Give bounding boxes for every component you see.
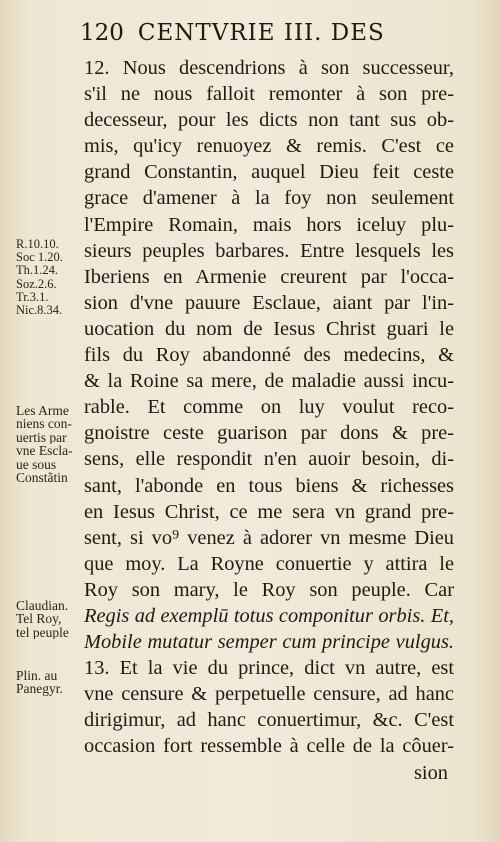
running-header	[80, 20, 410, 46]
text-line: grand Constantin, auquel Dieu feit ceste	[84, 161, 454, 184]
margin-line: niens con-	[16, 417, 72, 431]
latin-quote-line: Regis ad exemplū totus componitur orbis. Et,	[84, 604, 454, 627]
catchword: sion	[414, 761, 448, 784]
margin-line: Th.1.24.	[16, 264, 59, 278]
text-line: & la Roine sa mere, de maladie aussi incu-	[84, 370, 454, 393]
margin-line: Constãtin	[16, 471, 68, 485]
text-line: s'il ne nous falloit remonter à son pre-	[84, 83, 454, 106]
text-line: l'Empire Romain, mais hors iceluy plu-	[84, 213, 454, 236]
latin-quote-line: Mobile mutatur semper cum principe vulgus.	[84, 631, 454, 654]
text-line: grace d'amener à la foy non seulement	[84, 187, 454, 210]
text-line: sant, l'abonde en tous biens & richesses	[84, 474, 454, 497]
page-number: 120	[80, 20, 124, 46]
text-line: decesseur, pour les dicts non tant sus ob-	[84, 109, 454, 132]
margin-line: uertis par	[16, 430, 67, 445]
margin-line: Panegyr.	[16, 682, 63, 696]
text-line: sent, si vo⁹ venez à adorer vn mesme Dieu	[84, 526, 454, 549]
text-line: fils du Roy abandonné des medecins, &	[84, 344, 454, 367]
marginal-note-pliny	[16, 669, 86, 696]
text-line: vne censure & perpetuelle censure, ad hanc	[84, 683, 454, 706]
main-text	[84, 55, 454, 786]
margin-line: tel peuple	[16, 625, 69, 640]
marginal-note-references	[16, 238, 86, 317]
text-line: dirigimur, ad hanc conuertimur, &c. C'est	[84, 709, 454, 732]
text-line: Iberiens en Armenie creurent par l'occa-	[84, 265, 454, 288]
text-line: mis, qu'icy renuoyez & remis. C'est ce	[84, 135, 454, 158]
margin-line: ue sous	[16, 457, 57, 472]
margin-line: Tel Roy,	[16, 612, 62, 626]
margin-line: R.10.10.	[16, 238, 59, 251]
margin-line: Les Arme	[16, 404, 69, 418]
text-line: sion d'vne pauure Esclaue, aiant par l'in-	[84, 291, 454, 314]
marginal-note-armenians	[16, 404, 86, 484]
margin-line: Soz.2.6.	[16, 277, 57, 291]
text-line: occasion fort ressemble à celle de la côuer-	[84, 735, 454, 758]
margin-line: Nic.8.34.	[16, 304, 63, 318]
text-line: Roy son mary, le Roy son peuple. Car	[84, 578, 454, 601]
margin-line: vne Escla-	[16, 444, 73, 458]
text-line: en Iesus Christ, ce me sera vn grand pre-	[84, 500, 454, 523]
marginal-note-claudian	[16, 599, 86, 639]
text-line: uocation du nom de Iesus Christ guari le	[84, 317, 454, 340]
margin-line: Plin. au	[16, 669, 58, 683]
margin-line: Soc 1.20.	[16, 251, 63, 265]
text-line: rable. Et comme on luy voulut reco-	[84, 396, 454, 419]
running-title: CENTVRIE III. DES	[137, 20, 385, 46]
text-line: sieurs peuples barbares. Entre lesquels les	[84, 239, 454, 262]
text-line: gnoistre ceste guarison par dons & pre-	[84, 422, 454, 445]
text-line: 13. Et la vie du prince, dict vn autre, est	[84, 657, 454, 680]
text-line: sens, elle respondit n'en auoir besoin, di-	[84, 448, 454, 471]
text-line: 12. Nous descendrions à son successeur,	[84, 57, 454, 79]
text-line: que moy. La Royne conuertie y attira le	[84, 552, 454, 575]
margin-line: Claudian.	[16, 599, 69, 613]
margin-line: Tr.3.1.	[16, 290, 49, 304]
